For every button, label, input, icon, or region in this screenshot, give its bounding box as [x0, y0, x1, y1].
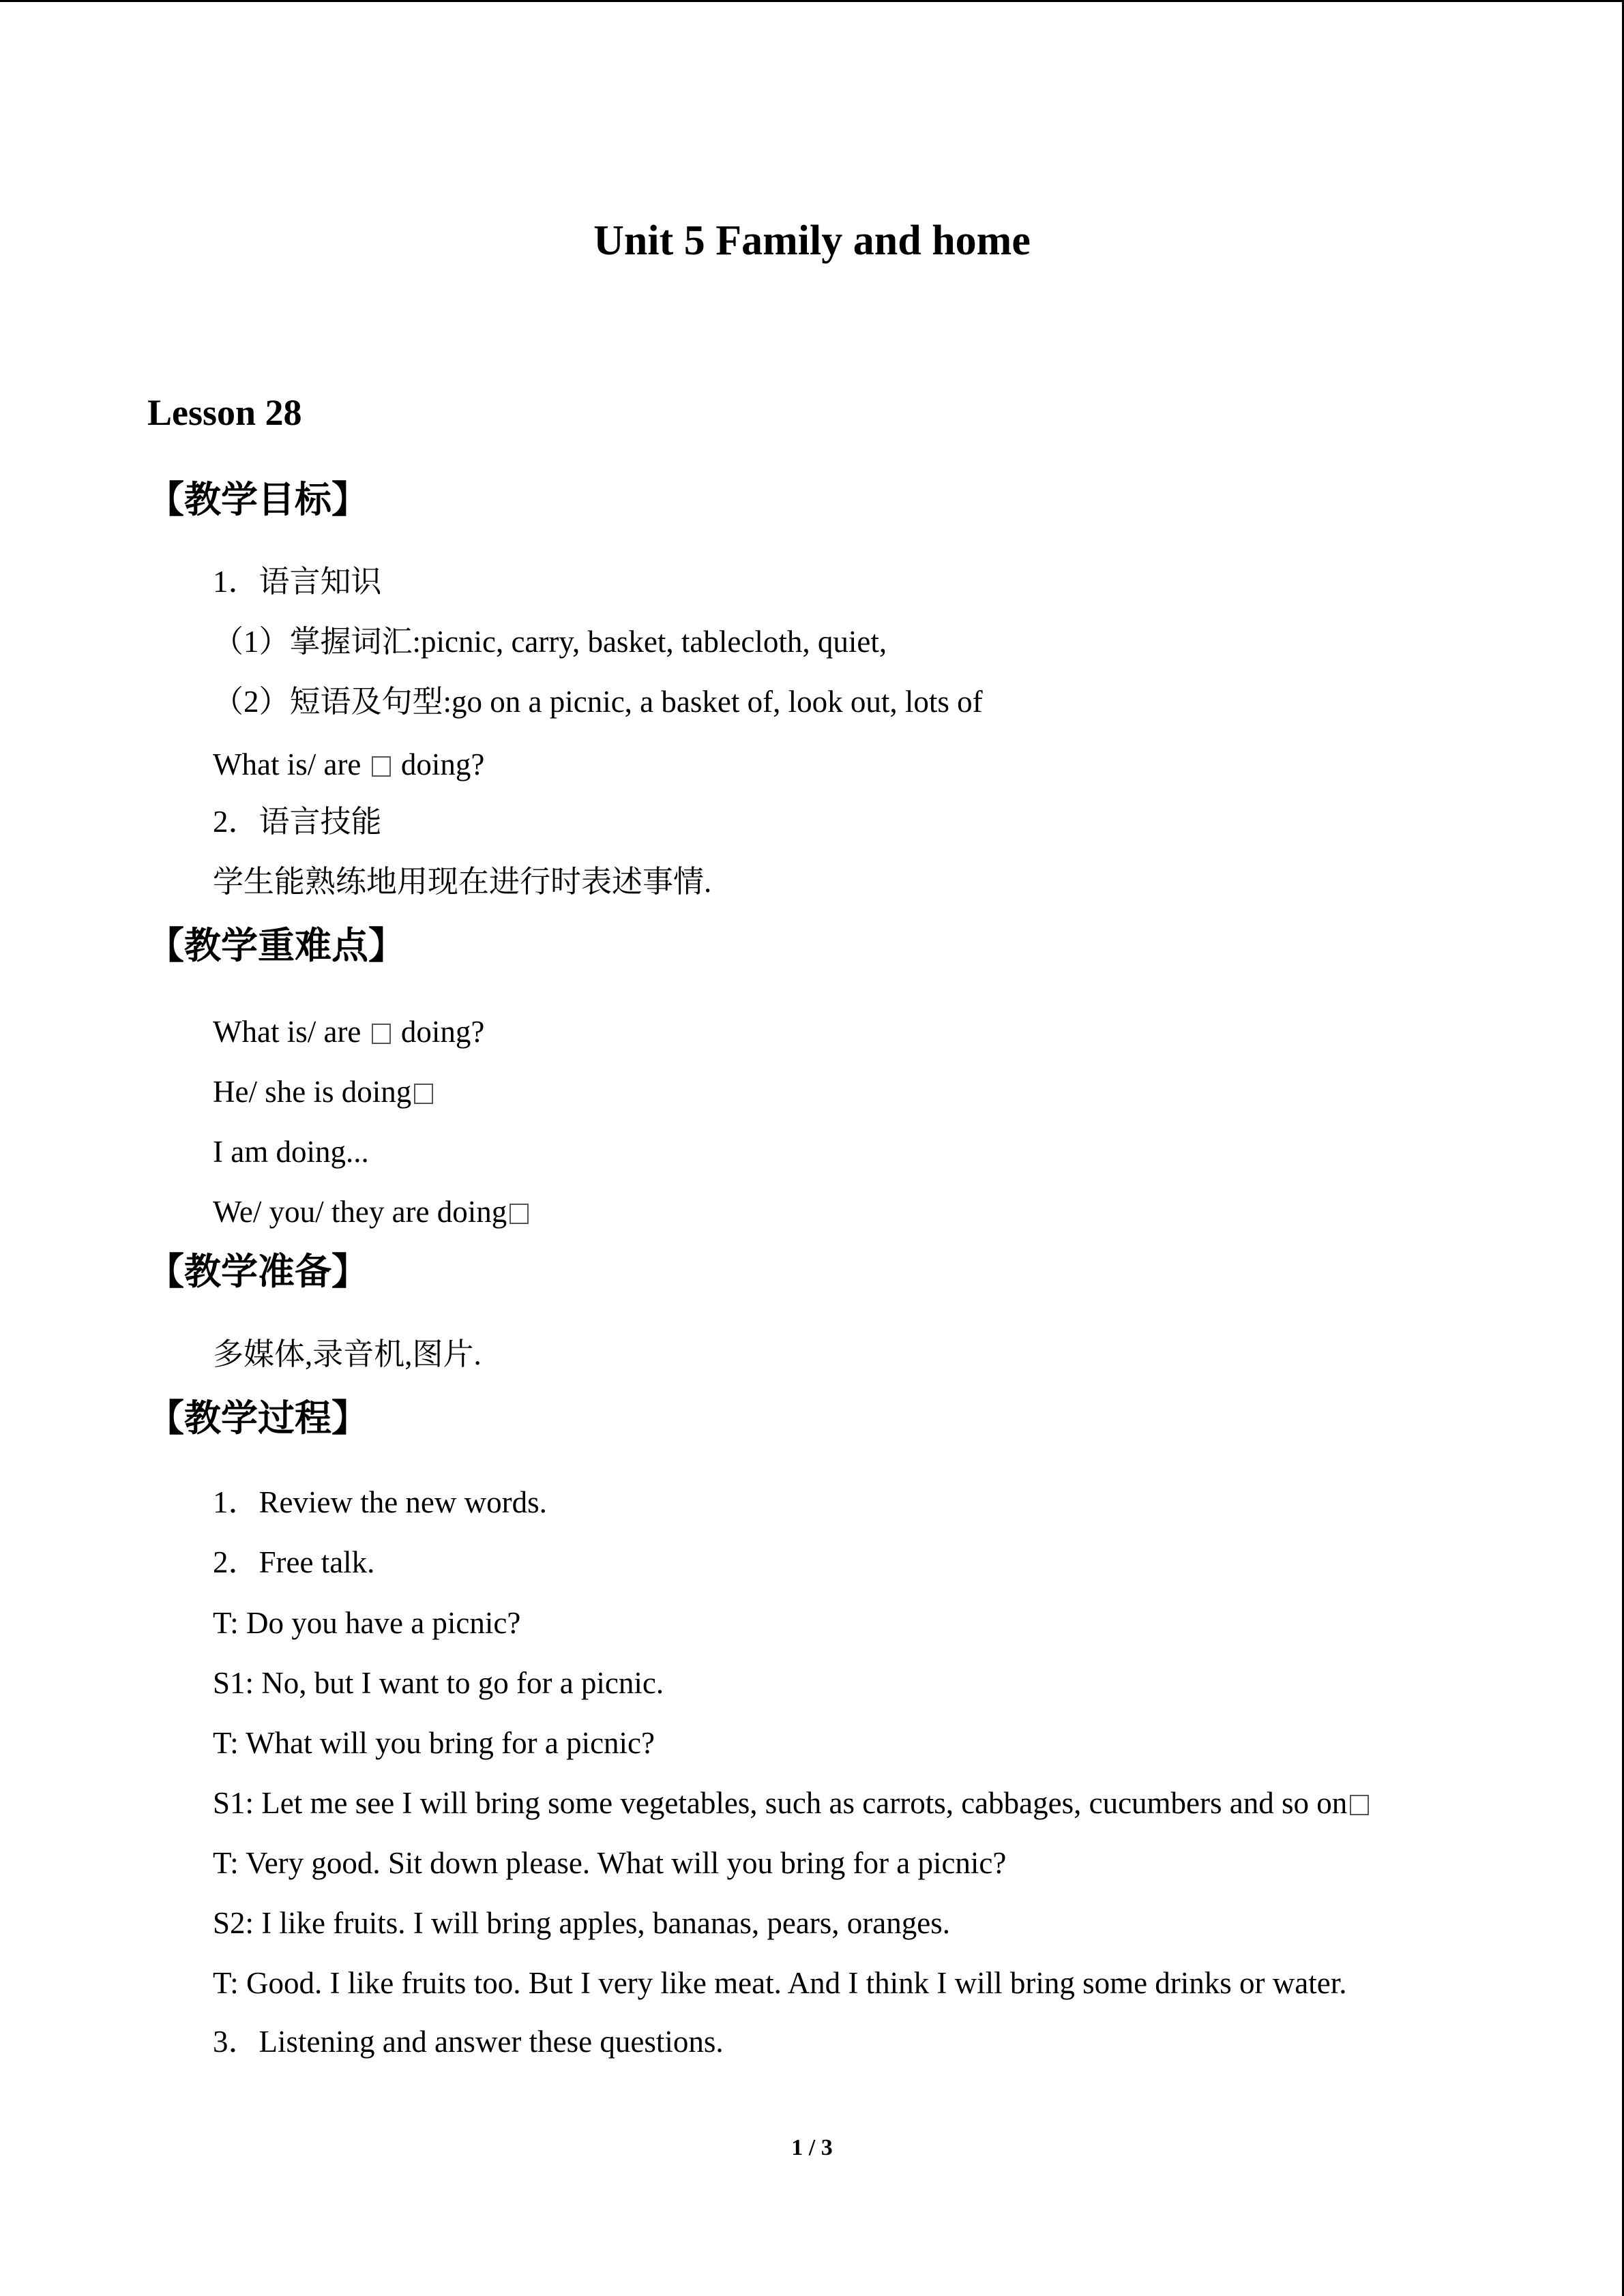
goals-line-2: （1）掌握词汇:picnic, carry, basket, tablecloth, quiet,: [213, 625, 887, 659]
section-heading-key-points: 【教学重难点】: [147, 924, 405, 967]
key-points-line-4: [213, 1189, 531, 1234]
placeholder-box-icon: [414, 1084, 433, 1104]
goals-line-4-part-a: What is/ are: [213, 747, 361, 781]
key-points-line-2-text: He/ she is doing: [213, 1075, 412, 1109]
placeholder-box-icon: [510, 1204, 529, 1224]
section-heading-process: 【教学过程】: [147, 1397, 368, 1440]
goals-line-6: 学生能熟练地用现在进行时表述事情.: [213, 865, 712, 899]
key-points-line-3: I am doing...: [213, 1135, 369, 1169]
section-heading-preparation: 【教学准备】: [147, 1250, 368, 1293]
process-line-3: T: Do you have a picnic?: [213, 1606, 521, 1640]
process-line-4: S1: No, but I want to go for a picnic.: [213, 1666, 664, 1700]
process-line-8: S2: I like fruits. I will bring apples, bananas, pears, oranges.: [213, 1906, 950, 1940]
process-line-1: 1．Review the new words.: [213, 1485, 547, 1519]
goals-line-4-part-b: doing?: [400, 747, 485, 781]
goals-line-3: （2）短语及句型:go on a picnic, a basket of, look out, lots of: [213, 685, 983, 719]
process-line-10: 3．Listening and answer these questions.: [213, 2025, 724, 2059]
goals-line-1: 1．语言知识: [213, 565, 382, 599]
key-points-line-1-part-a: What is/ are: [213, 1015, 361, 1049]
goals-line-5: 2．语言技能: [213, 805, 382, 839]
goals-line-4: [213, 742, 484, 787]
page-number: 1 / 3: [791, 2135, 833, 2160]
section-heading-goals: 【教学目标】: [147, 478, 368, 521]
placeholder-box-icon: [372, 756, 391, 777]
process-line-6: [213, 1780, 1372, 1825]
key-points-line-1-part-b: doing?: [400, 1015, 485, 1049]
process-line-9: T: Good. I like fruits too. But I very like meat. And I think I will bring some drinks or water.: [213, 1966, 1347, 2000]
process-line-6-text: S1: Let me see I will bring some vegetables, such as carrots, cabbages, cucumbers and so on: [213, 1786, 1348, 1820]
document-title: Unit 5 Family and home: [593, 218, 1031, 264]
key-points-line-1: [213, 1009, 484, 1054]
process-line-5: T: What will you bring for a picnic?: [213, 1726, 655, 1760]
process-line-7: T: Very good. Sit down please. What will you bring for a picnic?: [213, 1846, 1007, 1880]
lesson-heading: Lesson 28: [147, 392, 302, 433]
placeholder-box-icon: [1350, 1795, 1369, 1815]
placeholder-box-icon: [372, 1024, 391, 1044]
page-border-top: [0, 0, 1624, 2]
process-line-2: 2．Free talk.: [213, 1545, 375, 1579]
key-points-line-2: [213, 1069, 436, 1114]
key-points-line-4-text: We/ you/ they are doing: [213, 1195, 507, 1229]
preparation-line-1: 多媒体,录音机,图片.: [213, 1337, 482, 1371]
